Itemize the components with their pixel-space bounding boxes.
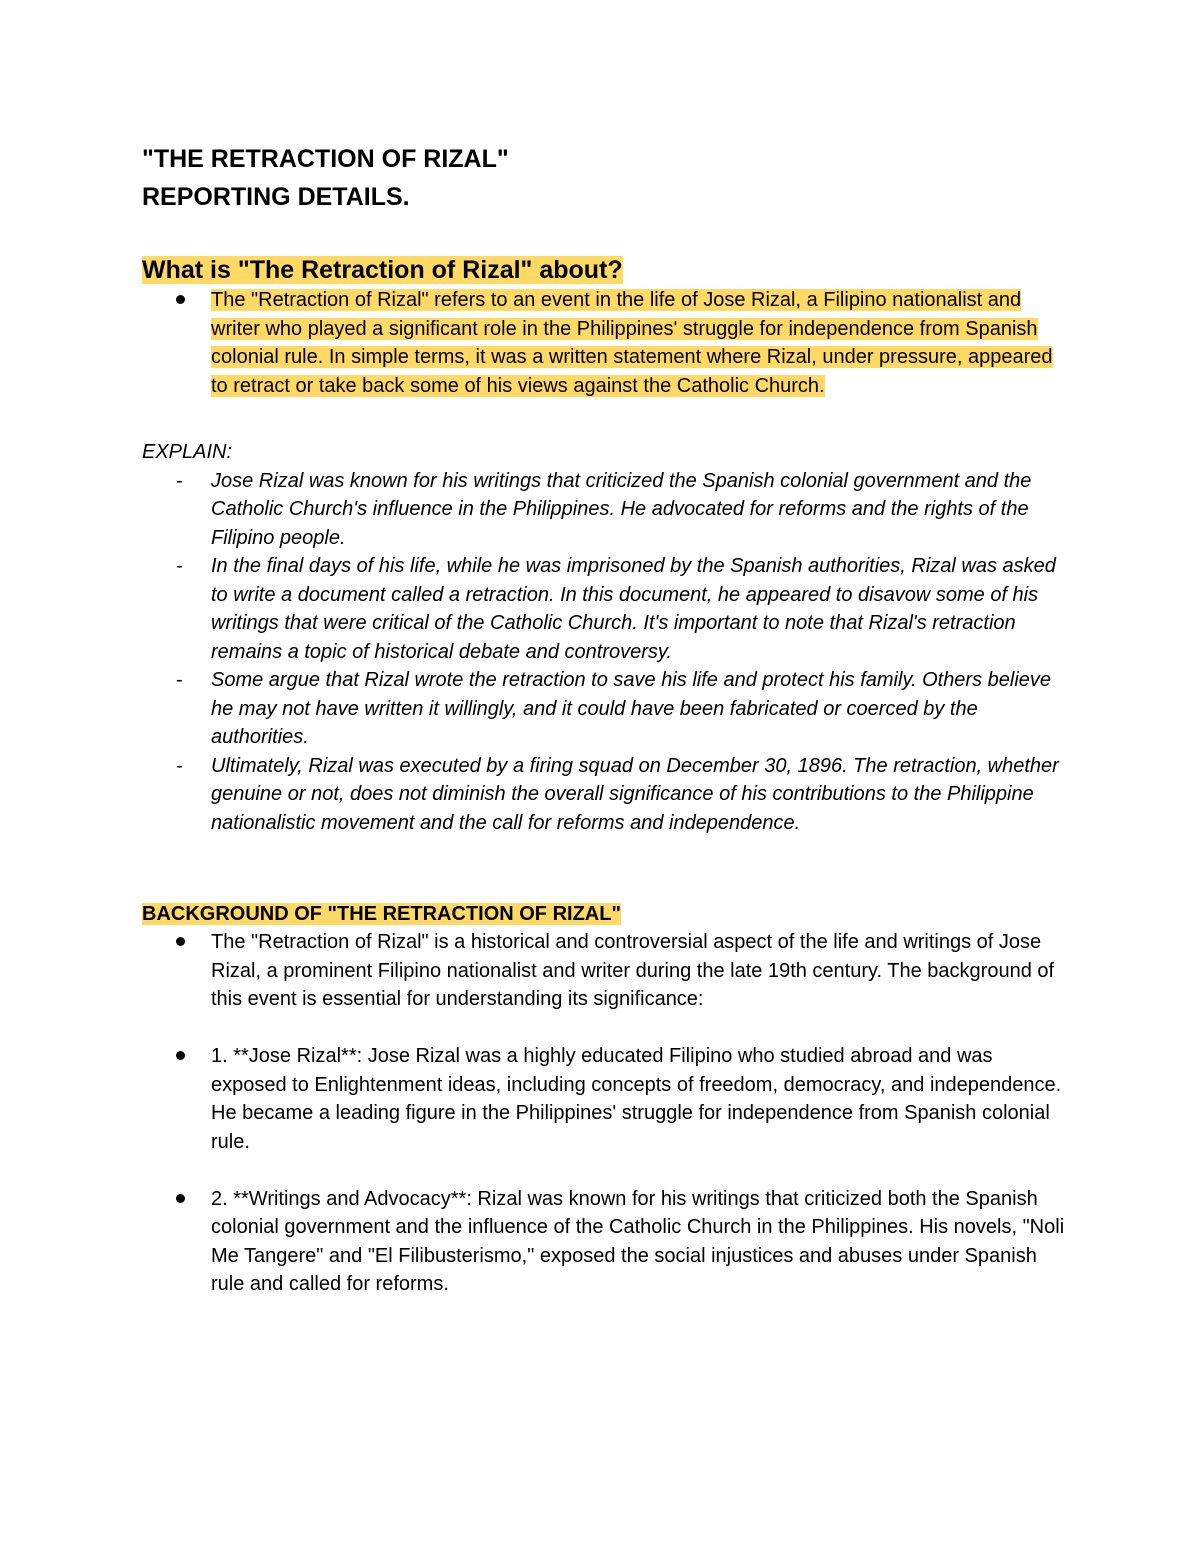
list-item [142, 1042, 1072, 1156]
explain-item-text: Ultimately, Rizal was executed by a firing squad on December 30, 1896. The retraction, whether genuine or not, does not diminish the overall significance of his contributions to the Philippine nationalistic movement and the call for reforms and independence. [211, 754, 1059, 834]
list-item [142, 666, 1072, 752]
list-item [142, 1185, 1072, 1299]
bullet-icon [176, 937, 185, 946]
document-title-line-1: "THE RETRACTION OF RIZAL" [142, 145, 509, 173]
document-title [142, 140, 1072, 216]
document-page [142, 140, 1072, 1299]
explain-item-text: Some argue that Rizal wrote the retraction to save his life and protect his family. Others believe he may not have written it willingly, and it could have been fabricated or coerced by the authorities. [211, 669, 1052, 748]
list-item [142, 552, 1072, 666]
dash-icon: - [176, 469, 183, 492]
document-title-line-2: REPORTING DETAILS. [142, 183, 410, 211]
what-is-heading-text: What is "The Retraction of Rizal" about? [142, 256, 623, 284]
bullet-icon [176, 1194, 185, 1203]
background-heading [142, 900, 1072, 928]
background-list [142, 928, 1072, 1299]
background-item-text: 2. **Writings and Advocacy**: Rizal was known for his writings that criticized both the Spanish colonial government and the influence of the Catholic Church in the Philippines. His novels, "Noli Me Tangere" and "El Filibusterismo," exposed the social injustices and abuses under Spanish rule and called for reforms. [211, 1187, 1065, 1295]
list-item [142, 286, 1072, 400]
list-item [142, 752, 1072, 838]
bullet-icon [176, 295, 185, 304]
explain-item-text: In the final days of his life, while he was imprisoned by the Spanish authorities, Rizal was asked to write a document called a retraction. In this document, he appeared to disavow some of his writings that were critical of the Catholic Church. It's important to note that Rizal's retraction remains a topic of historical debate and controversy. [211, 555, 1056, 663]
what-is-heading [142, 254, 1072, 286]
background-item-text: 1. **Jose Rizal**: Jose Rizal was a highly educated Filipino who studied abroad and was exposed to Enlightenment ideas, including concepts of freedom, democracy, and independence. He became a leading figure in the Philippines' struggle for independence from Spanish colonial rule. [211, 1045, 1062, 1153]
background-heading-text: BACKGROUND OF "THE RETRACTION OF RIZAL" [142, 903, 621, 925]
bullet-icon [176, 1051, 185, 1060]
explain-label: EXPLAIN: [142, 441, 233, 463]
what-is-bullet-text: The "Retraction of Rizal" refers to an event in the life of Jose Rizal, a Filipino nationalist and writer who played a significant role in the Philippines' struggle for independence from Spanish colonial rule. In simple terms, it was a written statement where Rizal, under pressure, appeared to retract or take back some of his views against the Catholic Church. [211, 289, 1053, 397]
list-item [142, 928, 1072, 1014]
dash-icon: - [176, 669, 183, 691]
list-item [142, 467, 1072, 553]
dash-icon: - [176, 555, 183, 577]
explain-item-text: Jose Rizal was known for his writings that criticized the Spanish colonial government and the Catholic Church's influence in the Philippines. He advocated for reforms and the rights of the Filipino people. [211, 469, 1032, 549]
explain-list [142, 467, 1072, 838]
dash-icon: - [176, 754, 183, 777]
what-is-list [142, 286, 1072, 400]
background-item-text: The "Retraction of Rizal" is a historical and controversial aspect of the life and writings of Jose Rizal, a prominent Filipino nationalist and writer during the late 19th century. The background of this event is essential for understanding its significance: [211, 931, 1055, 1010]
